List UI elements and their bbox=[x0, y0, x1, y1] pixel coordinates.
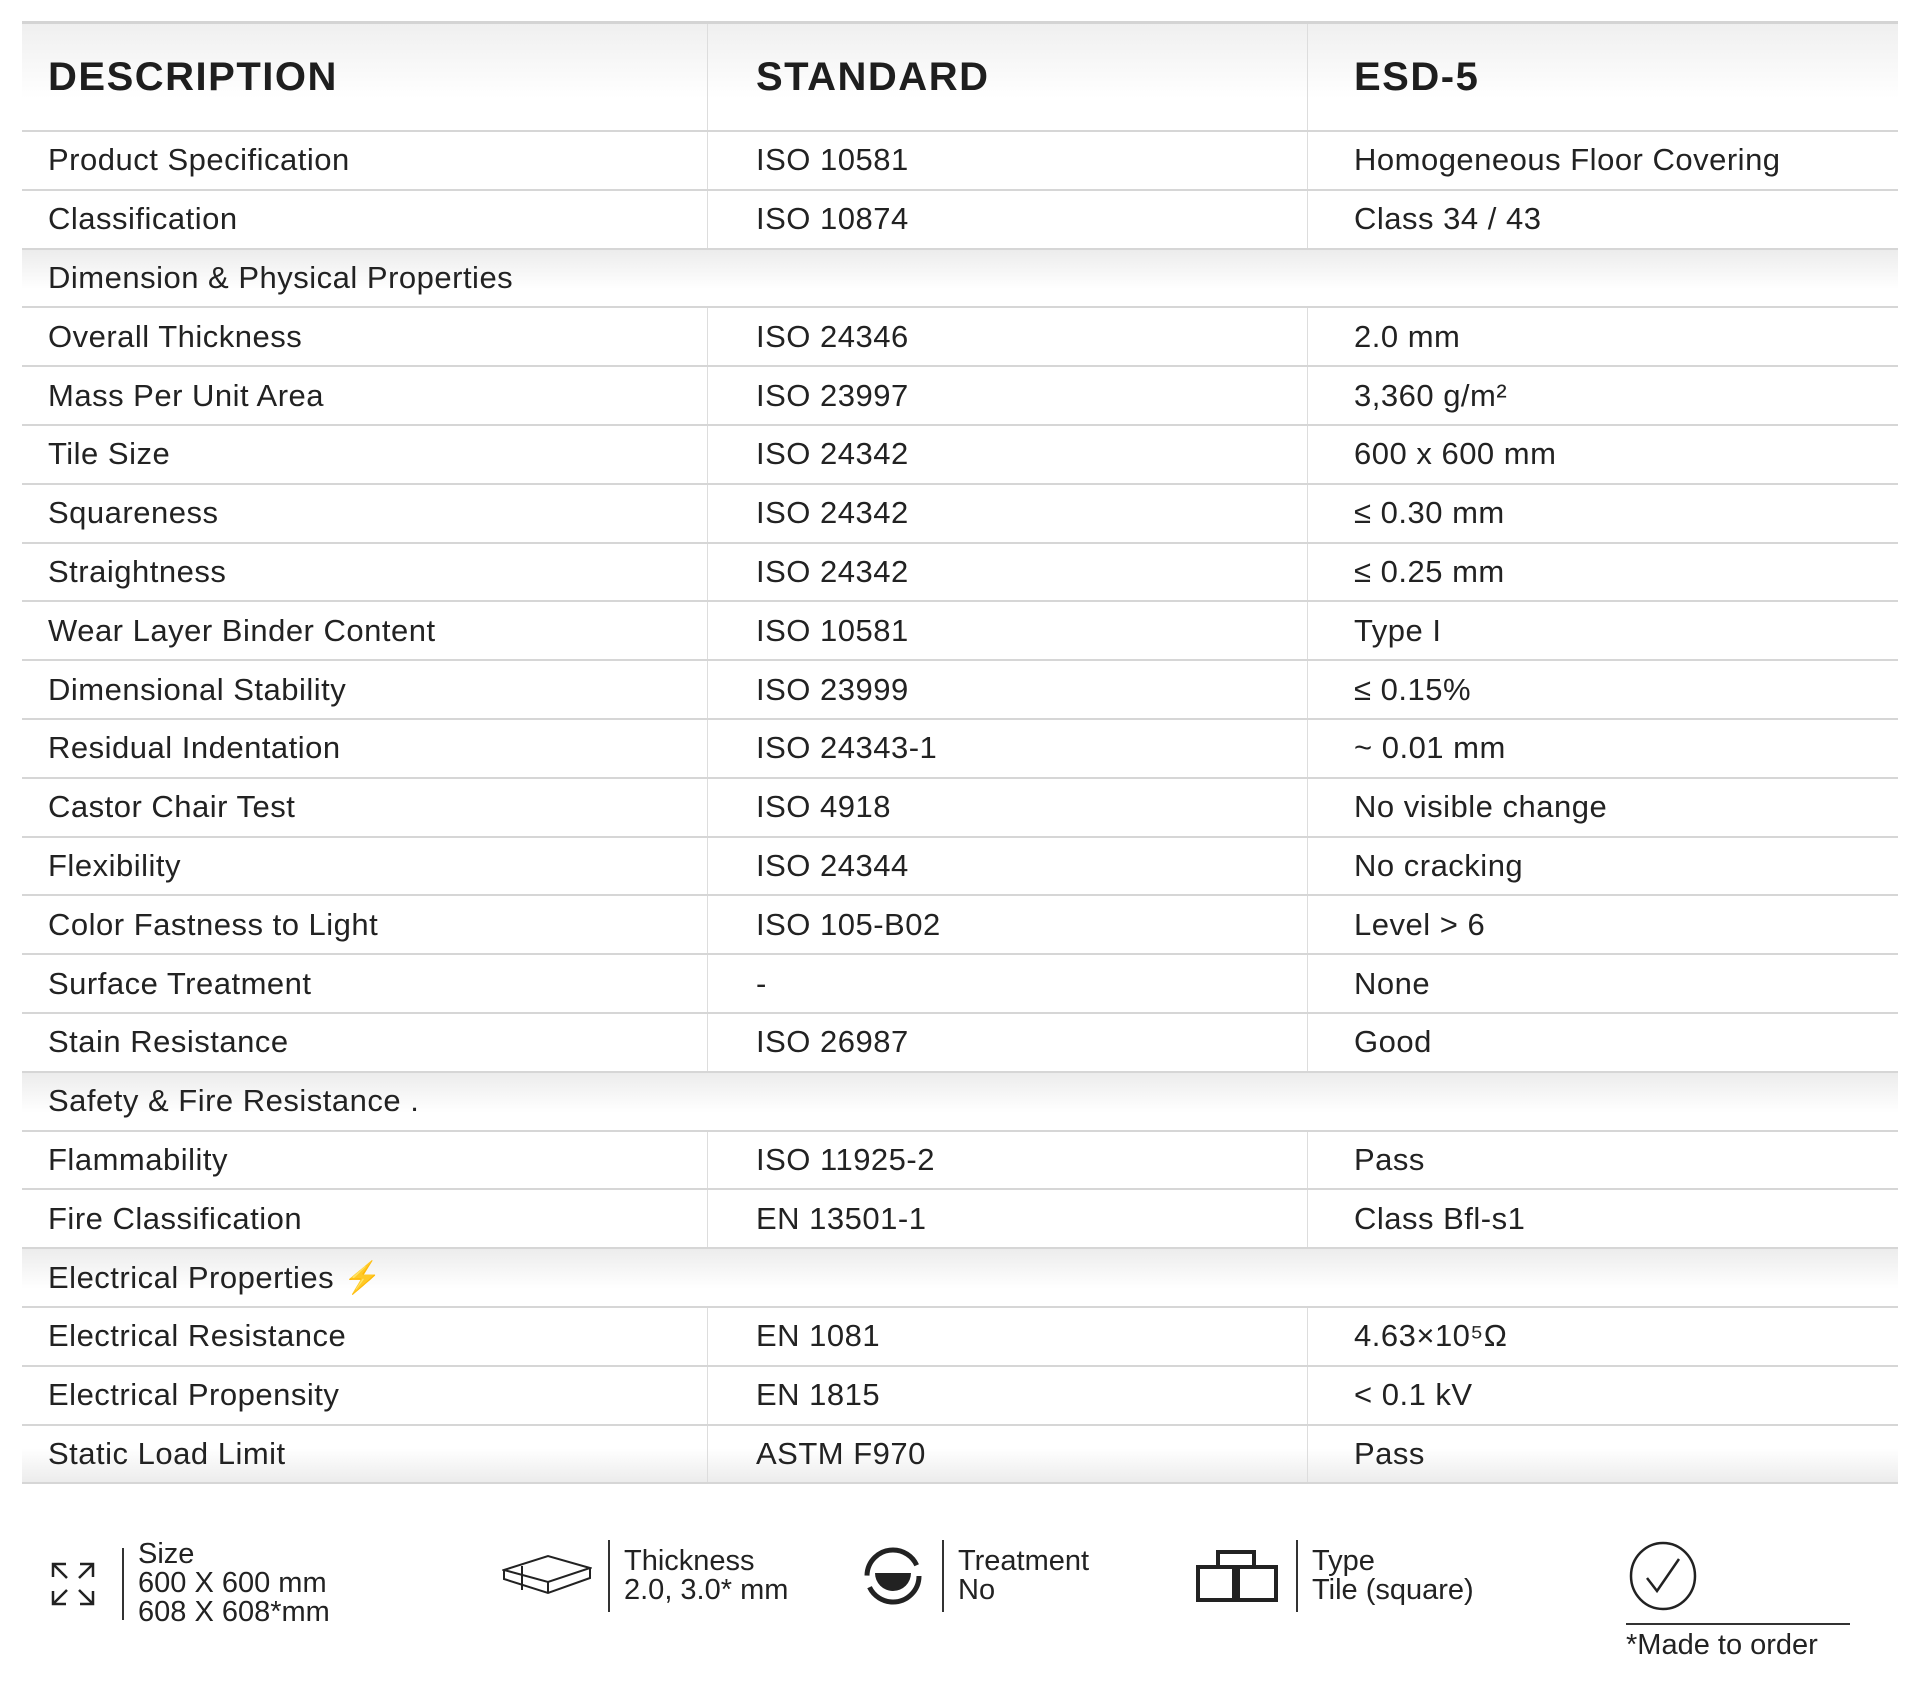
cell-description: Mass Per Unit Area bbox=[22, 367, 708, 424]
check-circle-icon bbox=[1626, 1540, 1700, 1617]
cell-standard: - bbox=[708, 955, 1308, 1012]
table-row bbox=[22, 1426, 1898, 1485]
cell-description: Stain Resistance bbox=[22, 1014, 708, 1071]
cell-description: Overall Thickness bbox=[22, 308, 708, 365]
cell-value: No visible change bbox=[1354, 789, 1608, 825]
cell-description: Product Specification bbox=[22, 132, 708, 189]
header-standard: STANDARD bbox=[708, 24, 1308, 130]
cell-standard: EN 1815 bbox=[708, 1367, 1308, 1424]
table-row bbox=[22, 955, 1898, 1014]
feature-treatment bbox=[858, 1540, 1089, 1612]
cell-value: Type I bbox=[1354, 612, 1442, 648]
made-to-order-note bbox=[1626, 1540, 1850, 1662]
cell-value: No cracking bbox=[1354, 847, 1524, 883]
feature-type bbox=[1192, 1540, 1474, 1612]
cell-value: 600 x 600 mm bbox=[1354, 436, 1557, 472]
cell-standard: ISO 10581 bbox=[708, 602, 1308, 659]
cell-standard: ISO 24344 bbox=[708, 838, 1308, 895]
cell-value: < 0.1 kV bbox=[1354, 1377, 1473, 1413]
cell-standard: EN 13501-1 bbox=[708, 1190, 1308, 1247]
type-label: Type bbox=[1312, 1545, 1375, 1577]
thickness-label: Thickness bbox=[624, 1545, 755, 1577]
table-header bbox=[22, 24, 1898, 132]
cell-standard: ISO 4918 bbox=[708, 779, 1308, 836]
table-row bbox=[22, 1014, 1898, 1073]
cell-description: Tile Size bbox=[22, 426, 708, 483]
table-row bbox=[22, 308, 1898, 367]
size-label: Size bbox=[138, 1538, 195, 1570]
table-row bbox=[22, 191, 1898, 250]
cell-standard: ISO 11925-2 bbox=[708, 1132, 1308, 1189]
type-value: Tile (square) bbox=[1312, 1574, 1474, 1606]
section-title: Safety & Fire Resistance . bbox=[48, 1083, 420, 1119]
feature-thickness bbox=[500, 1540, 788, 1612]
thickness-value: 2.0, 3.0* mm bbox=[624, 1574, 789, 1606]
cell-value: Good bbox=[1354, 1024, 1432, 1060]
table-row bbox=[22, 602, 1898, 661]
table-row bbox=[22, 779, 1898, 838]
table-row bbox=[22, 485, 1898, 544]
cell-description: Fire Classification bbox=[22, 1190, 708, 1247]
table-row bbox=[22, 367, 1898, 426]
cell-description: Color Fastness to Light bbox=[22, 896, 708, 953]
treatment-value: No bbox=[958, 1574, 996, 1606]
table-row bbox=[22, 661, 1898, 720]
cell-value: ~ 0.01 mm bbox=[1354, 730, 1506, 766]
cell-value: Pass bbox=[1354, 1141, 1425, 1177]
tile-thickness-icon bbox=[500, 1541, 594, 1611]
made-to-order-label: *Made to order bbox=[1626, 1629, 1818, 1661]
header-description: DESCRIPTION bbox=[22, 24, 708, 130]
cell-value: 2.0 mm bbox=[1354, 318, 1461, 354]
cell-standard: ISO 23999 bbox=[708, 661, 1308, 718]
table-row bbox=[22, 1367, 1898, 1426]
section-title: Electrical Properties ⚡ bbox=[48, 1260, 383, 1296]
cell-value: Homogeneous Floor Covering bbox=[1354, 142, 1781, 178]
cell-value: ≤ 0.30 mm bbox=[1354, 495, 1505, 531]
tiles-icon bbox=[1192, 1541, 1282, 1611]
spec-table bbox=[22, 21, 1898, 1484]
cell-description: Surface Treatment bbox=[22, 955, 708, 1012]
cell-value: Pass bbox=[1354, 1435, 1425, 1471]
cell-description: Flexibility bbox=[22, 838, 708, 895]
cell-description: Residual Indentation bbox=[22, 720, 708, 777]
table-row bbox=[22, 720, 1898, 779]
feature-size bbox=[38, 1540, 330, 1627]
size-value-1: 600 X 600 mm bbox=[138, 1567, 327, 1599]
size-value-2: 608 X 608*mm bbox=[138, 1596, 330, 1628]
cell-value: 3,360 g/m² bbox=[1354, 377, 1508, 413]
cell-value: ≤ 0.15% bbox=[1354, 671, 1472, 707]
cell-standard: ISO 105-B02 bbox=[708, 896, 1308, 953]
cell-standard: ISO 10874 bbox=[708, 191, 1308, 248]
cell-description: Electrical Propensity bbox=[22, 1367, 708, 1424]
table-row bbox=[22, 132, 1898, 191]
cell-description: Dimensional Stability bbox=[22, 661, 708, 718]
cell-value: Class Bfl-s1 bbox=[1354, 1200, 1526, 1236]
cell-value: ≤ 0.25 mm bbox=[1354, 553, 1505, 589]
cell-description: Classification bbox=[22, 191, 708, 248]
section-header-row bbox=[22, 250, 1898, 309]
cell-description: Castor Chair Test bbox=[22, 779, 708, 836]
cell-description: Electrical Resistance bbox=[22, 1308, 708, 1365]
table-row bbox=[22, 1308, 1898, 1367]
treatment-label: Treatment bbox=[958, 1545, 1090, 1577]
cell-standard: ISO 23997 bbox=[708, 367, 1308, 424]
cell-value: Level > 6 bbox=[1354, 906, 1486, 942]
cell-standard: ISO 10581 bbox=[708, 132, 1308, 189]
table-row bbox=[22, 838, 1898, 897]
cell-standard: ISO 24342 bbox=[708, 544, 1308, 601]
cell-description: Flammability bbox=[22, 1132, 708, 1189]
cell-standard: ISO 24346 bbox=[708, 308, 1308, 365]
cell-description: Wear Layer Binder Content bbox=[22, 602, 708, 659]
header-product: ESD-5 bbox=[1354, 54, 1480, 99]
section-title: Dimension & Physical Properties bbox=[48, 259, 514, 295]
cell-description: Straightness bbox=[22, 544, 708, 601]
cell-standard: ISO 24342 bbox=[708, 485, 1308, 542]
table-row bbox=[22, 544, 1898, 603]
table-row bbox=[22, 1190, 1898, 1249]
table-row bbox=[22, 896, 1898, 955]
cell-standard: ISO 24342 bbox=[708, 426, 1308, 483]
cell-standard: ISO 24343-1 bbox=[708, 720, 1308, 777]
table-row bbox=[22, 426, 1898, 485]
cell-value: None bbox=[1354, 965, 1431, 1001]
expand-arrows-icon bbox=[38, 1549, 108, 1619]
cell-standard: ISO 26987 bbox=[708, 1014, 1308, 1071]
cell-standard: ASTM F970 bbox=[708, 1426, 1308, 1483]
section-header-row bbox=[22, 1249, 1898, 1308]
cell-description: Squareness bbox=[22, 485, 708, 542]
cell-value: 4.63×10⁵Ω bbox=[1354, 1318, 1508, 1354]
section-header-row bbox=[22, 1073, 1898, 1132]
cell-value: Class 34 / 43 bbox=[1354, 201, 1542, 237]
cell-description: Static Load Limit bbox=[22, 1426, 708, 1483]
cell-standard: EN 1081 bbox=[708, 1308, 1308, 1365]
table-row bbox=[22, 1132, 1898, 1191]
treatment-cycle-icon bbox=[858, 1541, 928, 1611]
